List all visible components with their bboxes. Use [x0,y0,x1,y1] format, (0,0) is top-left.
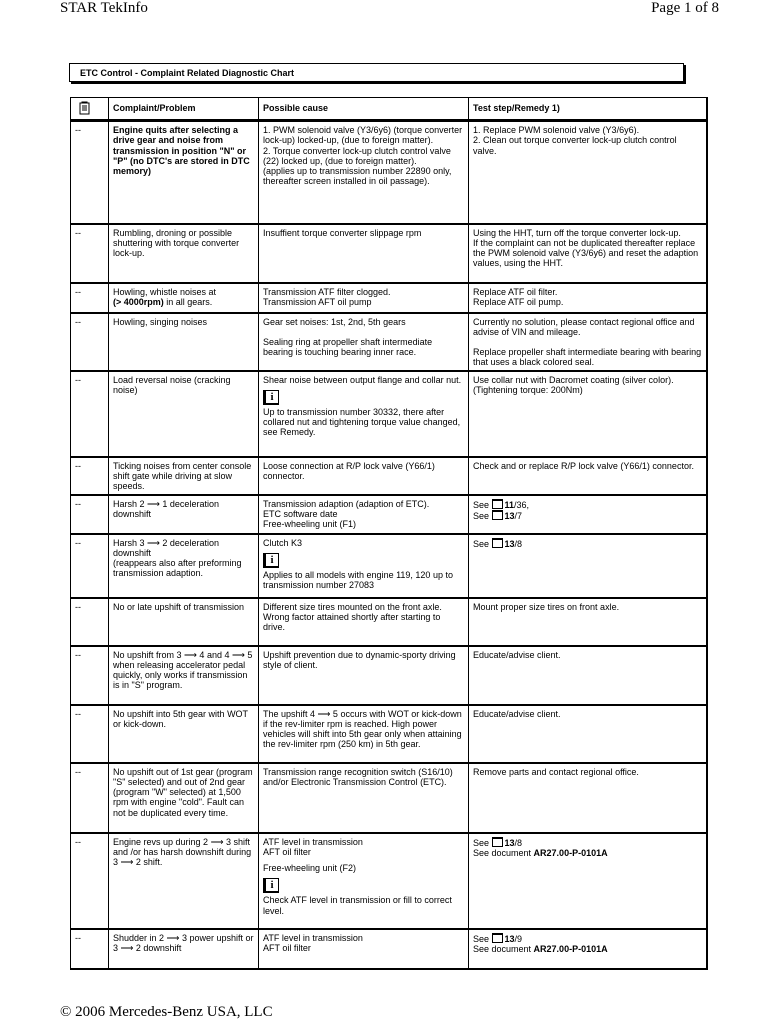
table-row [71,457,707,495]
complaint-text: Howling, whistle noises at [113,286,217,297]
complaint-cell: Ticking noises from center console shift gate while driving at slow speeds. [109,457,259,495]
row-marker: -- [71,371,109,457]
cause-cell [259,121,469,224]
document-icon [79,101,91,115]
cause-text: Sealing ring at propeller shaft intermediate bearing is touching bearing inner race. [263,336,433,358]
table-row [71,495,707,534]
reference-prefix: See [473,837,492,848]
remedy-cell: Mount proper size tires on front axle. [469,598,707,646]
reference-page: /8 [514,538,523,549]
cause-text: Applies to all models with engine 119, 120 up to transmission number 27083 [263,569,453,591]
cause-text: AFT oil filter [263,942,311,953]
remedy-document-link[interactable] [473,944,702,954]
complaint-cell: Engine quits after selecting a drive gear and noise from transmission in position "N" or "P" (no DTC's are stored in DTC memory) [109,121,259,224]
header-icon-cell [71,98,109,121]
cause-cell [259,371,469,457]
cause-cell [259,495,469,534]
cause-text: Shear noise between output flange and collar nut. [263,374,462,385]
reference-prefix: See document [473,847,534,858]
remedy-cell: Educate/advise client. [469,705,707,763]
row-marker: -- [71,224,109,283]
row-marker: -- [71,457,109,495]
remedy-reference[interactable] [473,933,702,944]
row-marker: -- [71,534,109,598]
reference-prefix: See [473,510,492,521]
reference-chapter: 13 [504,837,515,848]
complaint-cell: No upshift from 3 ⟶ 4 and 4 ⟶ 5 when releasing accelerator pedal quickly, only works if transmission is in "S" program. [109,646,259,705]
complaint-text: (reappears also after preforming transmission adaption. [113,558,242,579]
cause-cell [259,833,469,929]
reference-prefix: See document [473,943,534,954]
remedy-cell [469,929,707,969]
cause-text: 1. PWM solenoid valve (Y3/6y6) (torque converter lock-up) locked-up, (due to foreign matter). [263,125,463,146]
table-row [71,929,707,969]
remedy-reference[interactable] [473,538,702,549]
cause-text: Transmission adaption (adaption of ETC). [263,498,430,509]
column-header-cause: Possible cause [259,98,469,121]
document-number: AR27.00-P-0101A [533,847,608,858]
cause-text: (applies up to transmission number 22890 only, thereafter screen installed in oil passage). [263,166,452,187]
complaint-cell: Howling, singing noises [109,313,259,371]
row-marker: -- [71,833,109,929]
document-number: AR27.00-P-0101A [533,943,608,954]
row-marker: -- [71,929,109,969]
table-row [71,763,707,833]
cause-cell: Upshift prevention due to dynamic-sporty driving style of client. [259,646,469,705]
complaint-cell: Rumbling, droning or possible shuttering with torque converter lock-up. [109,224,259,283]
remedy-text: Replace ATF oil pump. [473,296,564,307]
cause-cell: The upshift 4 ⟶ 5 occurs with WOT or kick-down if the rev-limiter rpm is reached. High power vehicles will shift into 5th gear only when attaining the rev-limiter rpm (250 km) in 5th gear. [259,705,469,763]
manual-reference-icon [492,837,503,847]
cause-text: Clutch K3 [263,537,303,548]
row-marker: -- [71,763,109,833]
table-header-row [71,98,707,121]
table-row [71,121,707,224]
remedy-cell [469,224,707,283]
cause-text: Up to transmission number 30332, there after collared nut and tightening torque value changed, see Remedy. [263,406,461,438]
cause-text: 2. Torque converter lock-up clutch control valve (22) locked up, (due to foreign matter). [263,145,451,166]
remedy-cell [469,534,707,598]
remedy-document-link[interactable] [473,848,702,858]
cause-cell: Insuffient torque converter slippage rpm [259,224,469,283]
remedy-cell [469,833,707,929]
manual-reference-icon [492,499,503,509]
remedy-cell: Remove parts and contact regional office. [469,763,707,833]
reference-chapter: 11 [504,499,515,510]
reference-page: /36, [514,499,530,510]
remedy-cell: Check and or replace R/P lock valve (Y66/1) connector. [469,457,707,495]
row-marker: -- [71,646,109,705]
cause-text: AFT oil filter [263,846,311,857]
remedy-cell [469,121,707,224]
complaint-cell: Harsh 2 ⟶ 1 deceleration downshift [109,495,259,534]
manual-reference-icon [492,510,503,520]
reference-chapter: 13 [504,510,515,521]
cause-cell [259,283,469,313]
cause-text: Free-wheeling unit (F2) [263,863,357,874]
remedy-cell [469,313,707,371]
table-row [71,646,707,705]
complaint-cell: Load reversal noise (cracking noise) [109,371,259,457]
reference-chapter: 13 [504,538,515,549]
table-row [71,705,707,763]
row-marker: -- [71,495,109,534]
cause-text: ATF level in transmission [263,836,363,847]
remedy-text: If the complaint can not be duplicated thereafter replace the PWM solenoid valve (Y3/6y6) and reset the adaption values, using the HHT. [473,237,699,269]
remedy-reference[interactable] [473,499,702,510]
complaint-text: in all gears. [163,296,213,307]
cause-cell [259,313,469,371]
header-page-number: Page 1 of 8 [651,0,719,16]
cause-cell [259,929,469,969]
table-row [71,833,707,929]
remedy-reference[interactable] [473,510,702,521]
remedy-reference[interactable] [473,837,702,848]
table-row [71,371,707,457]
manual-reference-icon [492,538,503,548]
complaint-cell: No upshift out of 1st gear (program "S" selected) and out of 2nd gear (program "W" selected) at 1,500 rpm with engine "cold". Fault can not be duplicated every time. [109,763,259,833]
complaint-cell: Shudder in 2 ⟶ 3 power upshift or 3 ⟶ 2 downshift [109,929,259,969]
table-row [71,283,707,313]
cause-text: Wrong factor attained shortly after starting to drive. [263,611,441,633]
reference-prefix: See [473,933,492,944]
complaint-cell: Engine revs up during 2 ⟶ 3 shift and /or has harsh downshift during 3 ⟶ 2 shift. [109,833,259,929]
cause-text: ETC software date [263,508,338,519]
column-header-complaint: Complaint/Problem [109,98,259,121]
reference-page: /8 [514,837,523,848]
cause-cell [259,534,469,598]
reference-chapter: 13 [504,933,515,944]
cause-cell [259,598,469,646]
document-title-box [69,63,684,82]
row-marker: -- [71,313,109,371]
row-marker: -- [71,598,109,646]
row-marker: -- [71,283,109,313]
manual-reference-icon [492,933,503,943]
remedy-cell [469,495,707,534]
diagnostic-chart-table [70,97,708,970]
remedy-text: Replace ATF oil filter. [473,286,558,297]
cause-text: Gear set noises: 1st, 2nd, 5th gears [263,316,406,327]
complaint-cell [109,534,259,598]
row-marker: -- [71,121,109,224]
document-title: ETC Control - Complaint Related Diagnostic Chart [80,68,295,78]
remedy-text: Using the HHT, turn off the torque converter lock-up. [473,227,681,238]
remedy-cell [469,371,707,457]
complaint-cell [109,283,259,313]
complaint-cell: No or late upshift of transmission [109,598,259,646]
info-icon: i [263,390,279,405]
remedy-text: Currently no solution, please contact regional office and advise of VIN and mileage. [473,316,695,337]
cause-text: Free-wheeling unit (F1) [263,519,357,530]
complaint-rpm: (> 4000rpm) [113,296,164,307]
copyright-footer: © 2006 Mercedes-Benz USA, LLC [60,1004,273,1020]
cause-text: Check ATF level in transmission or fill to correct level. [263,895,452,916]
table-row [71,534,707,598]
reference-page: /9 [514,933,523,944]
remedy-cell [469,283,707,313]
column-header-remedy: Test step/Remedy 1) [469,98,707,121]
table-row [71,598,707,646]
cause-cell: Transmission range recognition switch (S16/10) and/or Electronic Transmission Control (ETC). [259,763,469,833]
remedy-text: Use collar nut with Dacromet coating (silver color). [473,374,674,385]
cause-cell: Loose connection at R/P lock valve (Y66/1) connector. [259,457,469,495]
cause-text: Transmission ATF filter clogged. [263,286,391,297]
remedy-text: (Tightening torque: 200Nm) [473,384,583,395]
table-row [71,313,707,371]
info-icon: i [263,553,279,568]
complaint-cell: No upshift into 5th gear with WOT or kick-down. [109,705,259,763]
info-icon: i [263,878,279,893]
reference-page: /7 [514,510,523,521]
reference-prefix: See [473,538,492,549]
cause-text: Different size tires mounted on the front axle. [263,601,442,612]
remedy-cell: Educate/advise client. [469,646,707,705]
header-app-title: STAR TekInfo [60,0,148,16]
cause-text: Transmission AFT oil pump [263,296,372,307]
remedy-text: 2. Clean out torque converter lock-up clutch control valve. [473,135,677,156]
reference-prefix: See [473,499,492,510]
complaint-text: Harsh 3 ⟶ 2 deceleration downshift [113,537,219,558]
remedy-text: 1. Replace PWM solenoid valve (Y3/6y6). [473,125,640,136]
cause-text: ATF level in transmission [263,932,363,943]
row-marker: -- [71,705,109,763]
table-row [71,224,707,283]
remedy-text: Replace propeller shaft intermediate bearing with bearing that uses a black colored seal. [473,347,702,368]
